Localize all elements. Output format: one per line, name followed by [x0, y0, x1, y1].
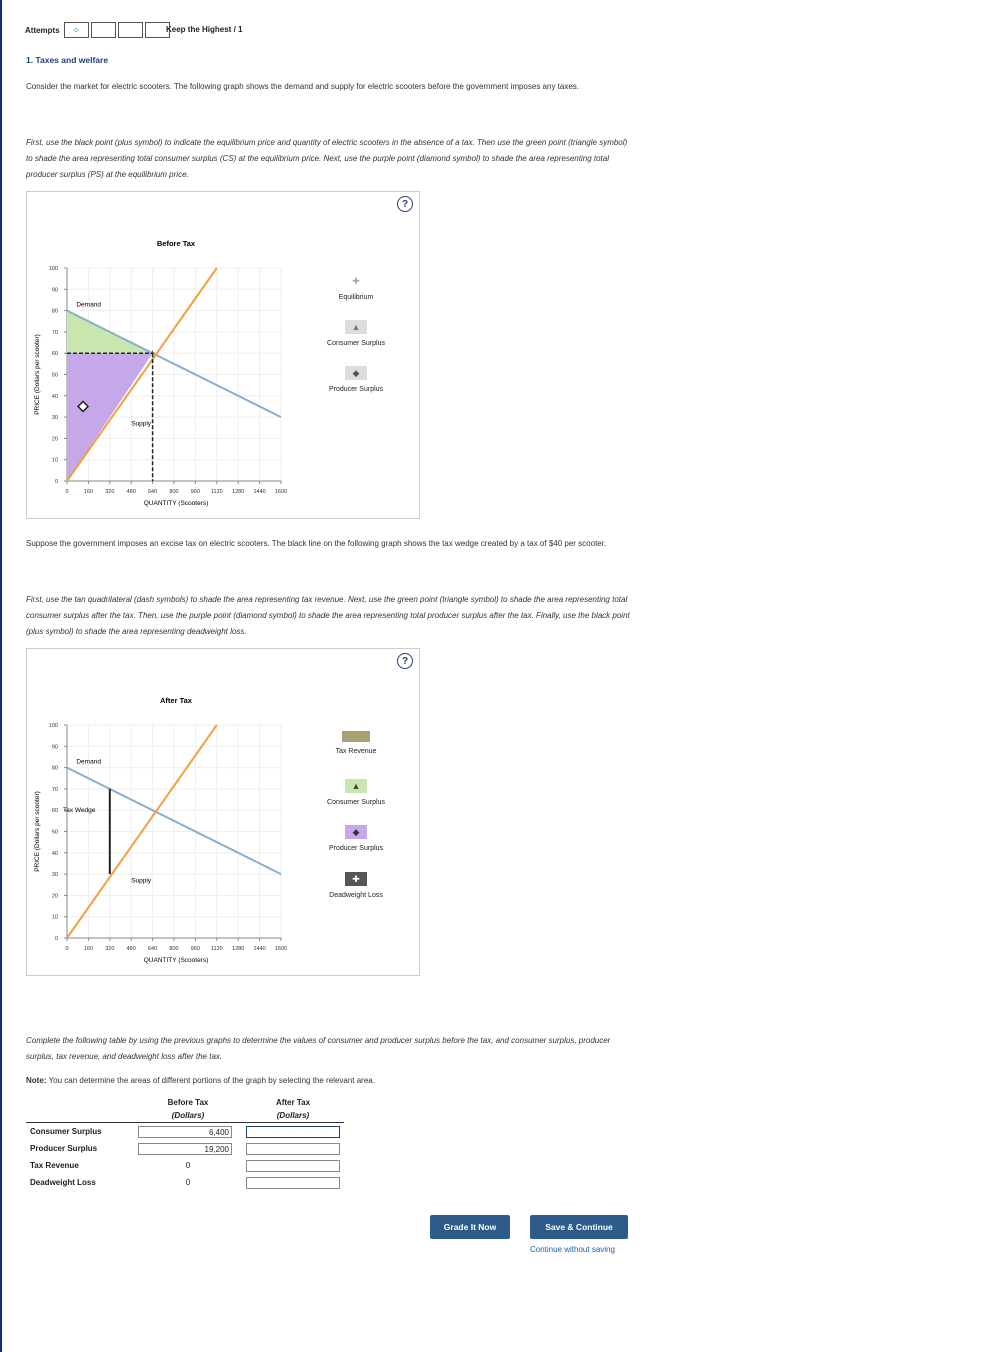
dwl-before: 0	[185, 1178, 191, 1187]
y-tick-label: 10	[51, 457, 58, 464]
y-tick-label: 90	[51, 744, 58, 751]
diamond-icon: ◆	[345, 825, 367, 839]
legend-equilibrium[interactable]: ✚ Equilibrium	[338, 275, 374, 301]
table-row: Consumer Surplus 6,400	[26, 1123, 344, 1141]
save-continue-button[interactable]: Save & Continue	[530, 1215, 628, 1239]
ps-after-input[interactable]	[246, 1143, 340, 1155]
x-tick-label: 960	[190, 946, 200, 952]
chart-title: Before Tax	[156, 239, 196, 248]
col-after-tax: After Tax	[275, 1098, 311, 1107]
intro-text: Consider the market for electric scooters. The following graph shows the demand and supply for electric scooters before the government imposes any taxes.	[26, 82, 580, 91]
x-tick-label: 0	[65, 946, 69, 952]
y-tick-label: 40	[51, 850, 58, 857]
x-tick-label: 800	[169, 946, 179, 952]
demand-label: Demand	[76, 301, 101, 309]
supply-label: Supply	[131, 877, 152, 885]
x-tick-label: 640	[148, 946, 158, 952]
question-title: 1. Taxes and welfare	[26, 55, 109, 65]
x-tick-label: 320	[105, 489, 115, 495]
attempt-box-3	[118, 22, 143, 38]
y-tick-label: 80	[51, 308, 58, 315]
legend-consumer-surplus[interactable]: ▲ Consumer Surplus	[327, 322, 385, 347]
x-tick-label: 1280	[232, 946, 245, 952]
x-tick-label: 1120	[210, 489, 223, 495]
tax-revenue-before: 0	[185, 1161, 191, 1170]
attempt-box-1: ⁘	[64, 22, 89, 38]
table-instructions: Complete the following table by using the previous graphs to determine the values of consumer and producer surplus before the tax, and consumer surplus, producer surplus, tax revenue, and deadweight loss after the tax.	[26, 1036, 611, 1061]
legend-producer-surplus[interactable]: ◆ Producer Surplus	[328, 826, 384, 852]
y-tick-label: 80	[51, 765, 58, 772]
x-tick-label: 960	[190, 489, 200, 495]
keep-highest-label: Keep the Highest / 1	[166, 25, 243, 34]
diamond-icon: ◆	[345, 366, 367, 380]
x-tick-label: 320	[105, 946, 115, 952]
chart-title: After Tax	[160, 696, 192, 705]
left-border	[0, 0, 2, 1352]
graph-panel-before-tax	[26, 191, 420, 519]
y-tick-label: 0	[54, 936, 58, 942]
plus-icon: ✚	[352, 275, 360, 286]
y-axis-label: PRICE (Dollars per scooter)	[34, 791, 41, 872]
y-tick-label: 20	[51, 893, 58, 900]
note: Note: You can determine the areas of different portions of the graph by selecting the relevant area.	[26, 1076, 375, 1085]
x-tick-label: 640	[148, 489, 158, 495]
y-tick-label: 50	[51, 829, 58, 836]
y-tick-label: 40	[51, 393, 58, 400]
table-row: Producer Surplus 19,200	[26, 1140, 344, 1157]
cs-before-input[interactable]: 6,400	[138, 1126, 232, 1138]
x-tick-label: 480	[126, 489, 136, 495]
x-tick-label: 1440	[253, 946, 266, 952]
legend-producer-surplus[interactable]: ◆ Producer Surplus	[328, 367, 384, 393]
x-tick-label: 480	[126, 946, 136, 952]
legend-consumer-surplus[interactable]: ▲ Consumer Surplus	[327, 781, 385, 806]
col-unit: (Dollars)	[171, 1111, 205, 1120]
attempt-box-2	[91, 22, 116, 38]
x-tick-label: 160	[83, 489, 93, 495]
col-before-tax: Before Tax	[167, 1098, 209, 1107]
dwl-after-input[interactable]	[246, 1177, 340, 1189]
x-tick-label: 1600	[274, 489, 288, 495]
y-tick-label: 90	[51, 287, 58, 294]
attempts-indicator	[25, 22, 170, 38]
surplus-table	[26, 1096, 344, 1191]
y-tick-label: 10	[51, 914, 58, 921]
table-row: Deadweight Loss 0	[26, 1174, 344, 1191]
graph-panel-after-tax	[26, 648, 420, 976]
equilibrium-plus-icon: +	[149, 348, 156, 359]
before-tax-graph[interactable]	[27, 192, 421, 520]
triangle-icon: ▲	[345, 779, 367, 793]
x-tick-label: 160	[83, 946, 93, 952]
legend-tax-revenue[interactable]: Tax Revenue	[311, 731, 401, 755]
ps-before-input[interactable]: 19,200	[138, 1143, 232, 1155]
x-tick-label: 1440	[253, 489, 266, 495]
y-tick-label: 70	[51, 329, 58, 336]
demand-label: Demand	[76, 758, 101, 766]
y-tick-label: 20	[51, 436, 58, 443]
tax-text: Suppose the government imposes an excise tax on electric scooters. The black line on the following graph shows the tax wedge created by a tax of $40 per scooter.	[26, 539, 607, 548]
y-tick-label: 60	[51, 808, 58, 815]
y-tick-label: 0	[54, 479, 58, 485]
y-tick-label: 100	[48, 266, 58, 272]
continue-without-saving-link[interactable]: Continue without saving	[530, 1245, 615, 1254]
triangle-icon: ▲	[345, 320, 367, 334]
table-row: Tax Revenue 0	[26, 1157, 344, 1174]
supply-label: Supply	[131, 420, 152, 428]
col-unit: (Dollars)	[276, 1111, 310, 1120]
plus-icon: ✚	[345, 872, 367, 886]
help-icon[interactable]: ?	[397, 196, 413, 212]
instructions-2: First, use the tan quadrilateral (dash symbols) to shade the area representing tax revenue. Next, use the green point (triangle symbol) to shade the area representing total consumer surplus after the tax. Then, use the purple point (diamond symbol) to shade the area representing total producer surplus after the tax. Finally, use the black point (plus symbol) to shade the area representing deadweight loss.	[26, 595, 630, 636]
tax-revenue-after-input[interactable]	[246, 1160, 340, 1172]
legend-deadweight-loss[interactable]: ✚ Deadweight Loss	[329, 873, 383, 899]
y-tick-label: 30	[51, 415, 58, 422]
y-tick-label: 70	[51, 786, 58, 793]
y-tick-label: 100	[48, 723, 58, 729]
grade-it-now-button[interactable]: Grade It Now	[430, 1215, 510, 1239]
tax-revenue-icon	[342, 731, 370, 742]
x-tick-label: 1600	[274, 946, 288, 952]
after-tax-graph[interactable]	[27, 649, 421, 977]
x-axis-label: QUANTITY (Scooters)	[143, 957, 209, 964]
x-tick-label: 800	[169, 489, 179, 495]
x-tick-label: 1120	[210, 946, 223, 952]
help-icon[interactable]: ?	[397, 653, 413, 669]
y-tick-label: 60	[51, 351, 58, 358]
instructions-1: First, use the black point (plus symbol) to indicate the equilibrium price and quantity of electric scooters in the absence of a tax. Then use the green point (triangle symbol) to shade the area representing total consumer surplus (CS) at the equilibrium price. Next, use the purple point (diamond symbol) to shade the area representing total producer surplus (PS) at the equilibrium price.	[26, 138, 628, 179]
x-tick-label: 1280	[232, 489, 245, 495]
y-axis-label: PRICE (Dollars per scooter)	[34, 334, 41, 415]
x-tick-label: 0	[65, 489, 69, 495]
tax-wedge-label: Tax Wedge	[62, 807, 96, 815]
x-axis-label: QUANTITY (Scooters)	[143, 500, 209, 507]
attempts-label: Attempts	[25, 25, 60, 35]
y-tick-label: 50	[51, 372, 58, 379]
cs-after-input[interactable]	[246, 1126, 340, 1138]
y-tick-label: 30	[51, 872, 58, 879]
